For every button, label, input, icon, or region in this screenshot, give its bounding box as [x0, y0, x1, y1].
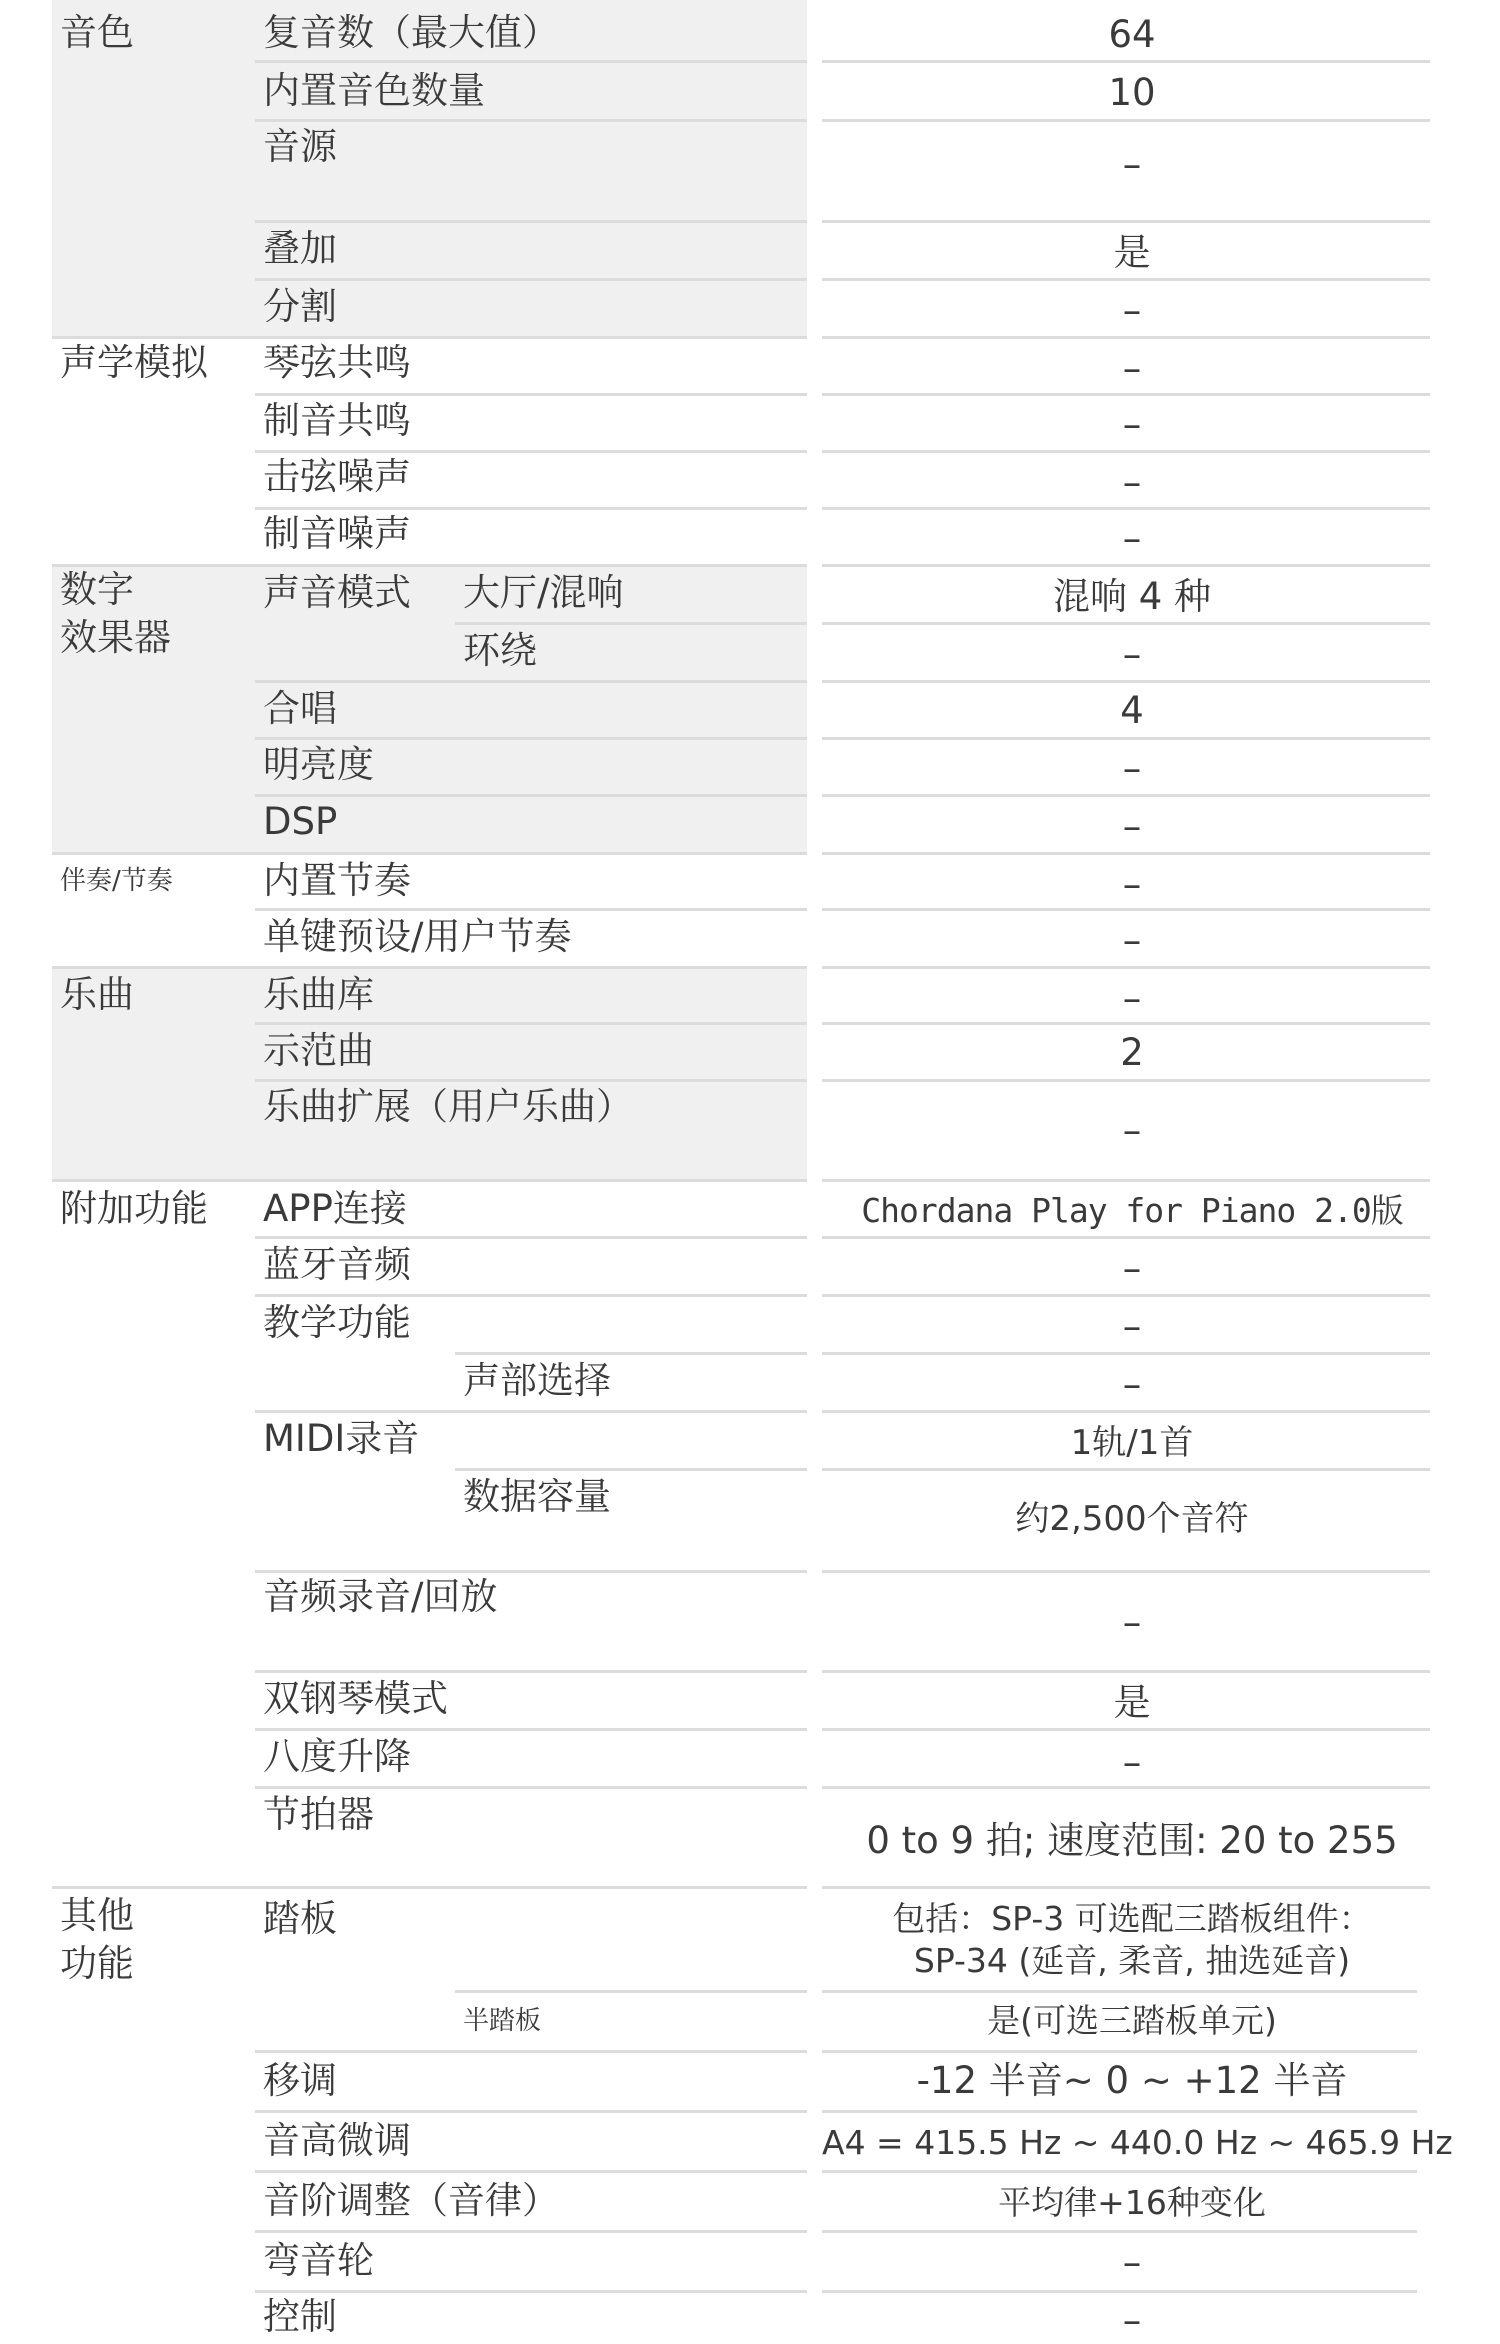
value-bluetooth-audio: – — [1122, 1247, 1142, 1290]
category-other-functions: 其他 功能 — [60, 1894, 134, 1985]
value-song-bank: – — [1122, 977, 1142, 1020]
value-song-expansion: – — [1122, 1109, 1142, 1152]
label-demo-songs: 示范曲 — [263, 1029, 374, 1072]
row-divider — [455, 1468, 807, 1471]
value-divider — [822, 1179, 1430, 1182]
row-divider — [255, 450, 807, 453]
value-divider — [822, 60, 1430, 63]
label-transpose: 移调 — [263, 2059, 337, 2102]
row-divider — [255, 1079, 807, 1082]
value-divider — [822, 2290, 1417, 2293]
row-divider — [255, 278, 807, 281]
category-acoustic-simulation: 声学模拟 — [60, 341, 208, 384]
label-pedals: 踏板 — [263, 1897, 337, 1940]
value-divider — [822, 1670, 1430, 1673]
value-divider — [822, 1022, 1430, 1025]
value-pedals: 包括：SP-3 可选配三踏板组件： SP-34 (延音, 柔音, 抽选延音) — [892, 1899, 1372, 1980]
label-control: 控制 — [263, 2295, 337, 2338]
value-part-select: – — [1122, 1363, 1142, 1406]
value-damper-noise: – — [1122, 517, 1142, 560]
row-divider — [255, 794, 807, 797]
value-divider — [822, 908, 1430, 911]
label-brilliance: 明亮度 — [263, 743, 374, 786]
value-divider — [822, 2230, 1417, 2233]
value-sound-source: – — [1122, 143, 1142, 186]
value-divider — [822, 507, 1430, 510]
row-divider — [255, 1294, 807, 1297]
label-dsp: DSP — [263, 800, 338, 843]
row-divider — [255, 1728, 807, 1731]
row-divider — [255, 1570, 807, 1573]
label-pitch-bend: 弯音轮 — [263, 2239, 374, 2282]
value-duet-mode: 是 — [1113, 1681, 1151, 1724]
value-divider — [822, 737, 1430, 740]
row-divider — [255, 1236, 807, 1239]
value-transpose: -12 半音~ 0 ~ +12 半音 — [916, 2059, 1348, 2102]
category-songs: 乐曲 — [60, 973, 134, 1016]
value-divider — [822, 2110, 1417, 2113]
value-demo-songs: 2 — [1120, 1031, 1144, 1074]
section-divider — [52, 1179, 807, 1182]
value-divider — [822, 622, 1430, 625]
row-divider — [255, 393, 807, 396]
label-one-touch-presets: 单键预设/用户节奏 — [263, 915, 572, 958]
section-divider — [52, 1886, 807, 1889]
row-divider — [255, 1670, 807, 1673]
value-divider — [822, 1786, 1430, 1789]
label-song-expansion: 乐曲扩展（用户乐曲） — [263, 1085, 633, 1128]
value-divider — [822, 1410, 1430, 1413]
row-divider — [255, 119, 807, 122]
value-divider — [822, 564, 1430, 567]
value-divider — [822, 1570, 1430, 1573]
value-divider — [822, 1294, 1430, 1297]
value-surround: – — [1122, 633, 1142, 676]
value-metronome: 0 to 9 拍; 速度范围: 20 to 255 — [866, 1819, 1398, 1862]
label-octave-shift: 八度升降 — [263, 1735, 411, 1778]
value-divider — [822, 1468, 1430, 1471]
value-divider — [822, 1236, 1430, 1239]
value-half-pedal: 是(可选三踏板单元) — [987, 2001, 1277, 2040]
value-divider — [822, 2050, 1417, 2053]
label-surround: 环绕 — [463, 629, 537, 672]
row-divider — [255, 2050, 807, 2053]
value-builtin-tones: 10 — [1108, 71, 1156, 114]
value-string-resonance: – — [1122, 347, 1142, 390]
row-divider — [255, 2290, 807, 2293]
value-polyphony: 64 — [1108, 13, 1156, 56]
value-layer: 是 — [1113, 231, 1151, 274]
row-divider — [455, 622, 807, 625]
row-divider — [455, 1990, 807, 1993]
value-builtin-rhythms: – — [1122, 863, 1142, 906]
label-chorus: 合唱 — [263, 687, 337, 730]
row-divider — [255, 60, 807, 63]
value-midi-recorder: 1轨/1首 — [1070, 1423, 1194, 1463]
value-split: – — [1122, 289, 1142, 332]
value-lesson-function: – — [1122, 1305, 1142, 1348]
label-duet-mode: 双钢琴模式 — [263, 1677, 448, 1720]
row-divider — [255, 1786, 807, 1789]
row-divider — [255, 680, 807, 683]
label-metronome: 节拍器 — [263, 1793, 374, 1836]
label-midi-recorder: MIDI录音 — [263, 1417, 420, 1460]
label-sound-source: 音源 — [263, 125, 337, 168]
row-divider — [255, 2230, 807, 2233]
row-divider — [255, 737, 807, 740]
value-divider — [822, 794, 1430, 797]
label-polyphony: 复音数（最大值） — [263, 11, 559, 54]
label-sound-mode: 声音模式 — [263, 571, 411, 614]
value-control: – — [1122, 2299, 1142, 2342]
value-brilliance: – — [1122, 747, 1142, 790]
label-song-bank: 乐曲库 — [263, 973, 374, 1016]
value-divider — [822, 450, 1430, 453]
category-additional-functions: 附加功能 — [60, 1187, 208, 1230]
value-chorus: 4 — [1120, 689, 1144, 732]
row-divider — [255, 2110, 807, 2113]
row-divider — [255, 1410, 807, 1413]
label-half-pedal: 半踏板 — [463, 2006, 542, 2036]
value-hammer-noise: – — [1122, 461, 1142, 504]
value-divider — [822, 1728, 1430, 1731]
label-string-resonance: 琴弦共鸣 — [263, 341, 411, 384]
row-divider — [255, 220, 807, 223]
value-divider — [822, 1352, 1430, 1355]
label-layer: 叠加 — [263, 227, 337, 270]
label-audio-recording: 音频录音/回放 — [263, 1575, 498, 1618]
value-pitch-bend: – — [1122, 2241, 1142, 2284]
row-divider — [255, 507, 807, 510]
label-hall-reverb: 大厅/混响 — [463, 571, 624, 614]
value-damper-resonance: – — [1122, 403, 1142, 446]
label-bluetooth-audio: 蓝牙音频 — [263, 1243, 411, 1286]
label-scale-tuning: 音阶调整（音律） — [263, 2179, 559, 2222]
value-divider — [822, 278, 1430, 281]
category-tone: 音色 — [60, 11, 134, 54]
value-one-touch-presets: – — [1122, 919, 1142, 962]
value-divider — [822, 119, 1430, 122]
section-divider — [52, 966, 807, 969]
value-scale-tuning: 平均律+16种变化 — [998, 2183, 1266, 2222]
row-divider — [455, 1352, 807, 1355]
value-divider — [822, 966, 1430, 969]
label-damper-resonance: 制音共鸣 — [263, 399, 411, 442]
value-app-connection: Chordana Play for Piano 2.0版 — [861, 1191, 1403, 1230]
section-divider — [52, 336, 807, 339]
value-audio-recording: – — [1122, 1601, 1142, 1644]
value-divider — [822, 1886, 1430, 1889]
label-lesson-function: 教学功能 — [263, 1301, 411, 1344]
value-divider — [822, 680, 1430, 683]
label-builtin-tones: 内置音色数量 — [263, 69, 485, 112]
value-octave-shift: – — [1122, 1741, 1142, 1784]
value-data-capacity: 约2,500个音符 — [1015, 1499, 1249, 1539]
songs-section-bg — [52, 966, 807, 1181]
category-digital-effects: 数字 效果器 — [60, 568, 171, 659]
label-damper-noise: 制音噪声 — [263, 512, 411, 555]
category-accompaniment: 伴奏/节奏 — [60, 866, 173, 896]
label-hammer-noise: 击弦噪声 — [263, 455, 411, 498]
value-divider — [822, 336, 1430, 339]
value-hall-reverb: 混响 4 种 — [1052, 575, 1212, 618]
value-divider — [822, 852, 1430, 855]
label-data-capacity: 数据容量 — [463, 1475, 611, 1518]
label-split: 分割 — [263, 285, 337, 328]
label-part-select: 声部选择 — [463, 1359, 611, 1402]
row-divider — [255, 2170, 807, 2173]
value-divider — [822, 220, 1430, 223]
label-builtin-rhythms: 内置节奏 — [263, 859, 411, 902]
row-divider — [255, 908, 807, 911]
value-tuning: A4 = 415.5 Hz ~ 440.0 Hz ~ 465.9 Hz — [822, 2123, 1453, 2162]
label-app-connection: APP连接 — [263, 1187, 407, 1230]
value-divider — [822, 1079, 1430, 1082]
row-divider — [255, 1022, 807, 1025]
label-tuning: 音高微调 — [263, 2119, 411, 2162]
section-divider — [52, 852, 807, 855]
value-dsp: – — [1122, 805, 1142, 848]
value-divider — [822, 393, 1430, 396]
value-divider — [822, 1990, 1417, 1993]
value-divider — [822, 2170, 1417, 2173]
